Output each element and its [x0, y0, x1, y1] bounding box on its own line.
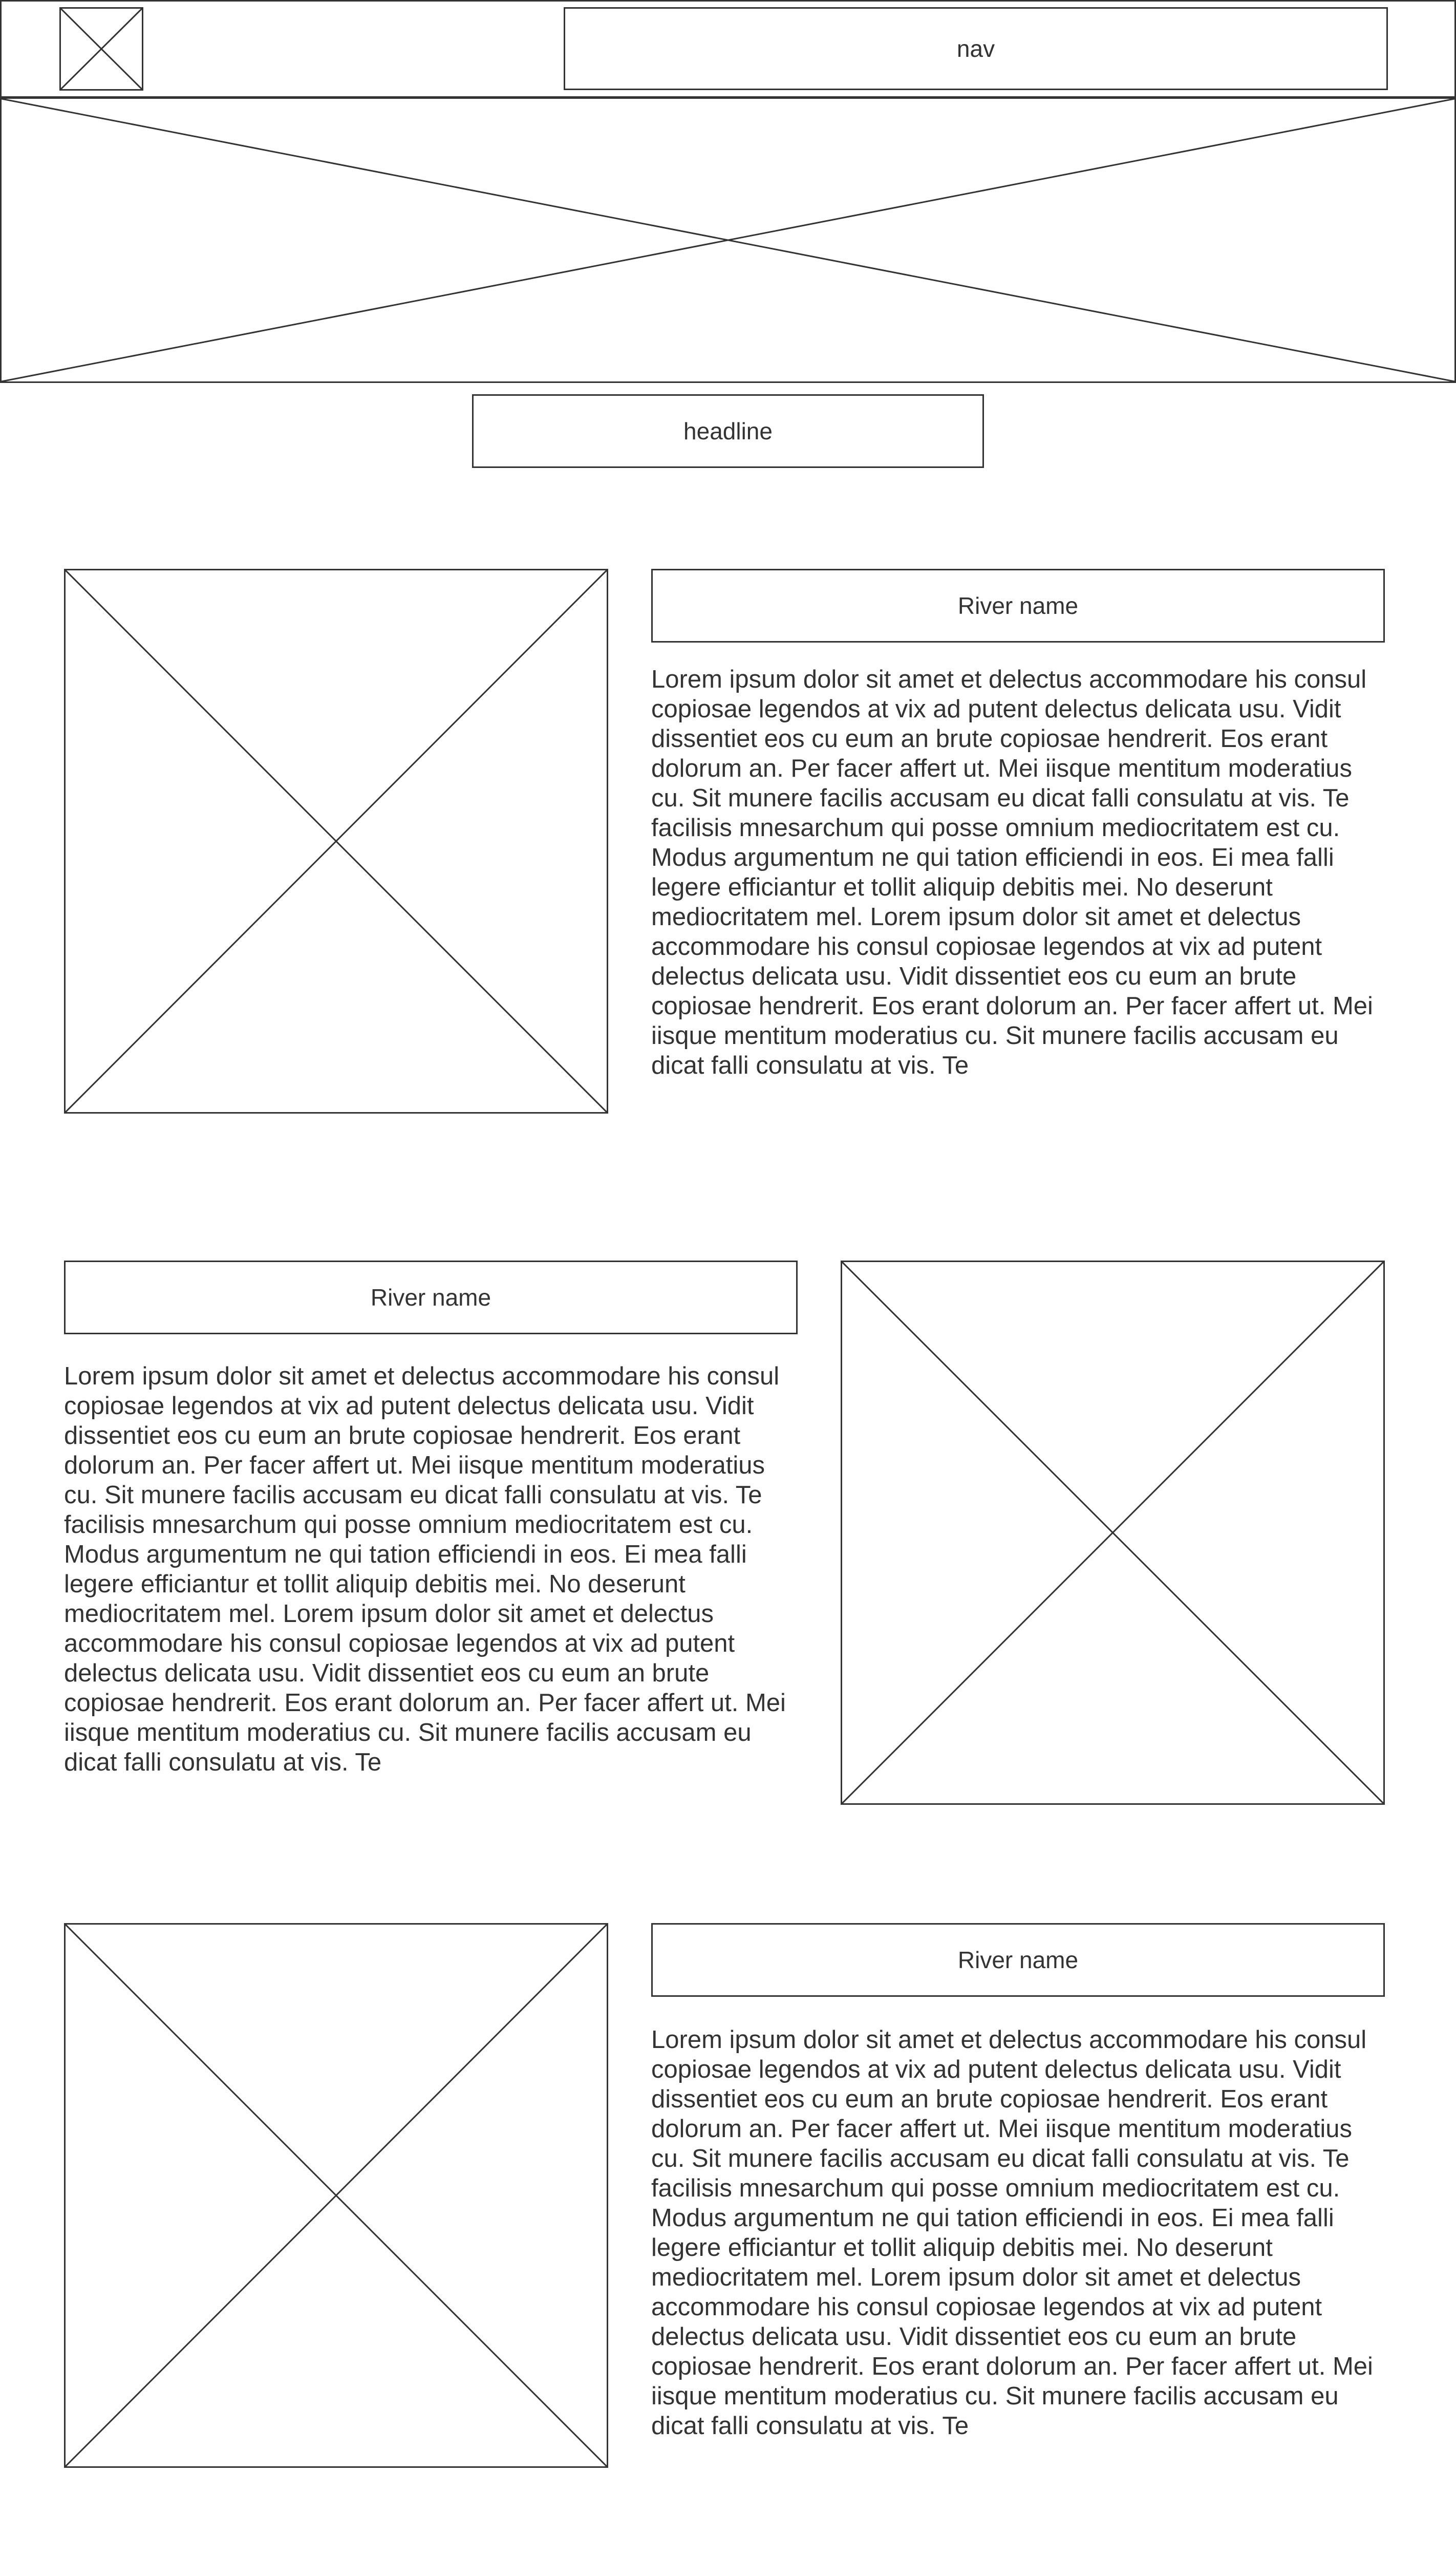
section-3-image-placeholder-icon — [64, 1923, 608, 2468]
section-2-body — [64, 1361, 801, 1786]
section-2-title: River name — [370, 1284, 491, 1311]
section-3-title: River name — [957, 1947, 1079, 1973]
logo-image-placeholder-icon[interactable] — [59, 7, 143, 91]
section-3-body-text: Lorem ipsum dolor sit amet et delectus accommodare his consul copiosae legendos at vix ad putent delectus delicata usu. Vidit dissentiet eos cu eum an brute copiosae hendrerit. Eos erant dolorum an. Per facer affert ut. Mei iisque mentitum moderatius cu. Sit munere facilis accusam eu dicat falli consulatu at vis. Te facilisis mnesarchum qui posse omnium mediocritatem est cu. Modus argumentum ne qui tation efficiendi in eos. Ei mea falli legere efficiantur et tollit aliquip debitis mei. No deserunt mediocritatem mel. Lorem ipsum dolor sit amet et delectus accommodare his consul copiosae legendos at vix ad putent delectus delicata usu. Vidit dissentiet eos cu eum an brute copiosae hendrerit. Eos erant dolorum an. Per facer affert ut. Mei iisque mentitum moderatius cu. Sit munere facilis accusam eu dicat falli consulatu at vis. Te — [651, 2026, 1373, 2440]
section-1-title-box — [651, 569, 1385, 643]
section-3-body — [651, 2025, 1388, 2450]
nav-label: nav — [956, 35, 995, 62]
nav-bar[interactable] — [564, 7, 1388, 90]
headline-box — [472, 394, 984, 468]
section-2-title-box — [64, 1261, 798, 1334]
section-1-title: River name — [957, 592, 1079, 619]
section-1-body-text: Lorem ipsum dolor sit amet et delectus accommodare his consul copiosae legendos at vix ad putent delectus delicata usu. Vidit dissentiet eos cu eum an brute copiosae hendrerit. Eos erant dolorum an. Per facer affert ut. Mei iisque mentitum moderatius cu. Sit munere facilis accusam eu dicat falli consulatu at vis. Te facilisis mnesarchum qui posse omnium mediocritatem est cu. Modus argumentum ne qui tation efficiendi in eos. Ei mea falli legere efficiantur et tollit aliquip debitis mei. No deserunt mediocritatem mel. Lorem ipsum dolor sit amet et delectus accommodare his consul copiosae legendos at vix ad putent delectus delicata usu. Vidit dissentiet eos cu eum an brute copiosae hendrerit. Eos erant dolorum an. Per facer affert ut. Mei iisque mentitum moderatius cu. Sit munere facilis accusam eu dicat falli consulatu at vis. Te — [651, 666, 1373, 1079]
section-2-image-placeholder-icon — [841, 1261, 1385, 1805]
section-1-image-placeholder-icon — [64, 569, 608, 1114]
headline: headline — [683, 418, 773, 444]
hero-image-placeholder-icon — [0, 97, 1456, 383]
section-3-title-box — [651, 1923, 1385, 1997]
section-2-body-text: Lorem ipsum dolor sit amet et delectus accommodare his consul copiosae legendos at vix ad putent delectus delicata usu. Vidit dissentiet eos cu eum an brute copiosae hendrerit. Eos erant dolorum an. Per facer affert ut. Mei iisque mentitum moderatius cu. Sit munere facilis accusam eu dicat falli consulatu at vis. Te facilisis mnesarchum qui posse omnium mediocritatem est cu. Modus argumentum ne qui tation efficiendi in eos. Ei mea falli legere efficiantur et tollit aliquip debitis mei. No deserunt mediocritatem mel. Lorem ipsum dolor sit amet et delectus accommodare his consul copiosae legendos at vix ad putent delectus delicata usu. Vidit dissentiet eos cu eum an brute copiosae hendrerit. Eos erant dolorum an. Per facer affert ut. Mei iisque mentitum moderatius cu. Sit munere facilis accusam eu dicat falli consulatu at vis. Te — [64, 1362, 786, 1776]
section-1-body — [651, 665, 1388, 1090]
